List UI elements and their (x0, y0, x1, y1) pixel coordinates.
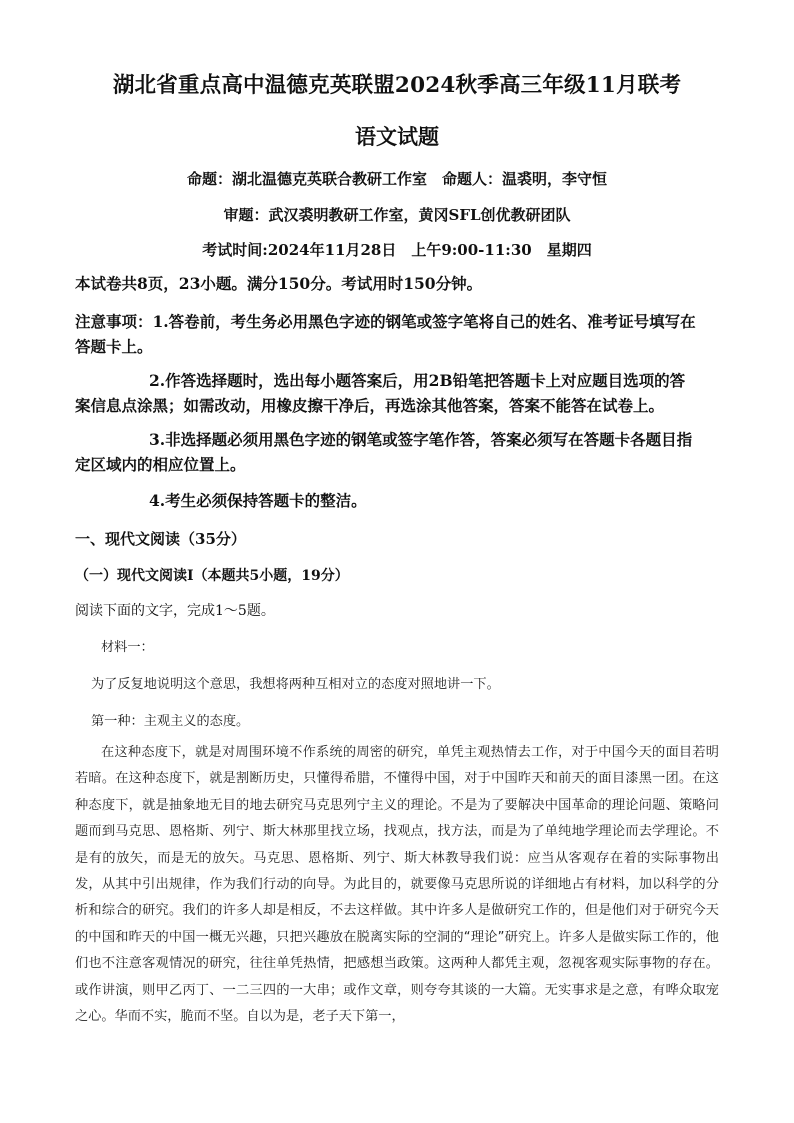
setter-line: 命题：湖北温德克英联合教研工作室 命题人：温裘明，李守恒 (186, 170, 607, 188)
exam-title: 湖北省重点高中温德克英联盟2024秋季高三年级11月联考 (112, 73, 682, 98)
material-paragraph-1: 为了反复地说明这个意思，我想将两种互相对立的态度对照地讲一下。 (91, 677, 500, 692)
note-item-2-line-1: 2.作答选择题时，选出每小题答案后，用2B铅笔把答题卡上对应题目选项的答 (149, 371, 686, 390)
material-paragraph-2: 第一种：主观主义的态度。 (91, 714, 250, 729)
exam-subtitle: 语文试题 (355, 124, 439, 149)
reading-instruction: 阅读下面的文字，完成1～5题。 (75, 603, 275, 619)
reviewer-line: 审题：武汉裘明教研工作室，黄冈SFL创优教研团队 (223, 206, 571, 224)
subsection-heading: （一）现代文阅读Ⅰ（本题共5小题，19分） (75, 568, 349, 584)
material-paragraph-3: 在这种态度下，就是对周围环境不作系统的周密的研究，单凭主观热情去工作，对于中国今天的面目若明若暗。在这种态度下，就是割断历史，只懂得希腊，不懂得中国，对于中国昨天和前天的面目漆黑一团。在这种态度下，就是抽象地无目的地去研究马克思列宁主义的理论。不是为了要解决中国革命的理论问题、策略问题而到马克思、恩格斯、列宁、斯大林那里找立场，找观点，找方法，而是为了单纯地学理论而去学理论。不是有的放矢，而是无的放矢。马克思、恩格斯、列宁、斯大林教导我们说：应当从客观存在着的实际事物出发，从其中引出规律，作为我们行动的向导。为此目的，就要像马克思所说的详细地占有材料，加以科学的分析和综合的研究。我们的许多人却是相反，不去这样做。其中许多人是做研究工作的，但是他们对于研究今天的中国和昨天的中国一概无兴趣，只把兴趣放在脱离实际的空洞的“理论”研究上。许多人是做实际工作的，他们也不注意客观情况的研究，往往单凭热情，把感想当政策。这两种人都凭主观，忽视客观实际事物的存在。或作讲演，则甲乙丙丁、一二三四的一大串；或作文章，则夸夸其谈的一大篇。无实事求是之意，有哗众取宠之心。华而不实，脆而不坚。自以为是，老子天下第一， (75, 745, 719, 1025)
note-item-1-line-2: 答题卡上。 (75, 337, 153, 356)
exam-time-line: 考试时间:2024年11月28日 上午9:00-11:30 星期四 (202, 241, 592, 259)
note-item-3-line-1: 3.非选择题必须用黑色字迹的钢笔或签字笔作答，答案必须写在答题卡各题目指 (149, 430, 693, 449)
material-label: 材料一： (101, 640, 154, 655)
note-item-3-line-2: 定区域内的相应位置上。 (75, 455, 246, 474)
note-item-2-line-2: 案信息点涂黑；如需改动，用橡皮擦干净后，再选涂其他答案，答案不能答在试卷上。 (75, 396, 665, 415)
note-item-1-line-1: 注意事项：1.答卷前，考生务必用黑色字迹的钢笔或签字笔将自己的姓名、准考证号填写在 (75, 312, 696, 331)
section-heading: 一、现代文阅读（35分） (75, 530, 246, 548)
note-item-4: 4.考生必须保持答题卡的整洁。 (149, 491, 367, 510)
exam-summary: 本试卷共8页，23小题。满分150分。考试用时150分钟。 (75, 274, 483, 293)
